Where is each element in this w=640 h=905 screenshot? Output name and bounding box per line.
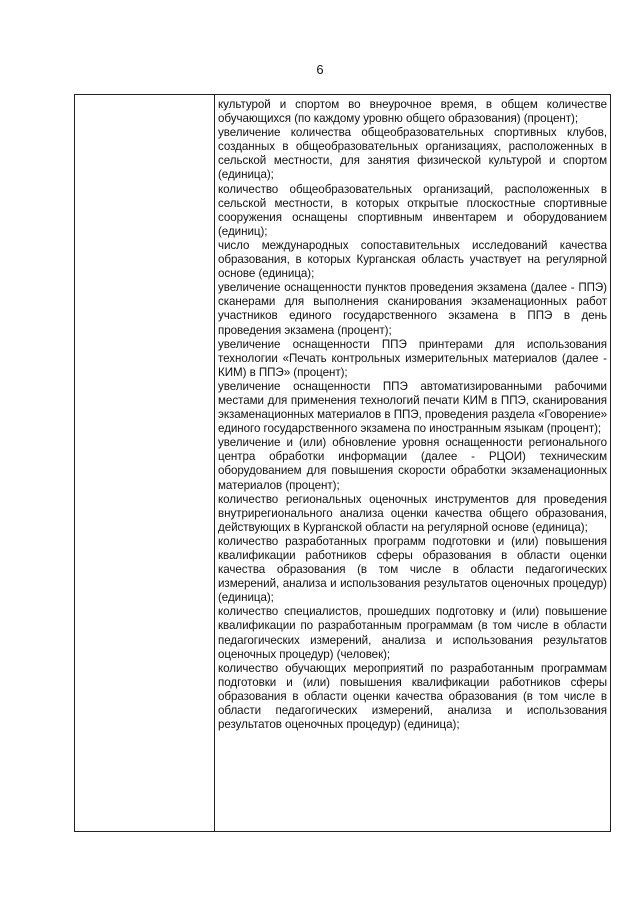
table-entry: увеличение оснащенности пунктов проведения экзамена (далее - ППЭ) сканерами для выполнения сканирования экзаменационных работ участников единого государственного экзамена в ППЭ в день проведения экзамена (процент);: [218, 281, 607, 337]
table-right-cell: [218, 98, 607, 732]
document-table: [74, 94, 611, 832]
column-divider: [214, 95, 215, 831]
table-entry: увеличение оснащенности ППЭ автоматизированными рабочими местами для применения технологий печати КИМ в ППЭ, сканирования экзаменационных материалов в ППЭ, проведения раздела «Говорение» единого государственного экзамена по иностранным языкам (процент);: [218, 379, 608, 436]
table-entry: увеличение оснащенности ППЭ принтерами для использования технологии «Печать контрольных измерительных материалов (далее - КИМ) в ППЭ» (процент);: [218, 337, 607, 379]
table-entry: количество региональных оценочных инструментов для проведения внутрирегионального анализа оценки качества общего образования, действующих в Курганской области на регулярной основе (единица);: [218, 492, 607, 534]
table-entry: количество обучающих мероприятий по разработанным программам подготовки и (или) повышения квалификации работников сферы образования в области оценки качества образования (в том числе в области педагогических измерений, анализа и использования результатов оценочных процедур) (единица);: [218, 661, 607, 732]
table-entry: количество разработанных программ подготовки и (или) повышения квалификации работников сферы образования в области оценки качества образования (в том числе в области педагогических измерений, анализа и использования результатов оценочных процедур) (единица);: [218, 534, 607, 605]
table-entry: количество общеобразовательных организаций, расположенных в сельской местности, в которых открытые плоскостные спортивные сооружения оснащены спортивным инвентарем и оборудованием (единиц);: [218, 182, 607, 238]
table-entry: культурой и спортом во внеурочное время, в общем количестве обучающихся (по каждому уровню общего образования) (процент);: [218, 98, 607, 126]
table-entry: число международных сопоставительных исследований качества образования, в которых Курганская область участвует на регулярной основе (единица);: [218, 238, 607, 281]
page-number: 6: [316, 62, 324, 77]
table-entry: количество специалистов, прошедших подготовку и (или) повышение квалификации по разработанным программам (в том числе в области педагогических измерений, анализа и использования результатов оценочных процедур) (человек);: [218, 605, 607, 661]
table-entry: увеличение и (или) обновление уровня оснащенности регионального центра обработки информации (далее - РЦОИ) техническим оборудованием для повышения скорости обработки экзаменационных материалов (процент);: [218, 436, 607, 492]
table-entry: увеличение количества общеобразовательных спортивных клубов, созданных в общеобразовательных организациях, расположенных в сельской местности, для занятия физической культурой и спортом (единица);: [218, 126, 607, 182]
